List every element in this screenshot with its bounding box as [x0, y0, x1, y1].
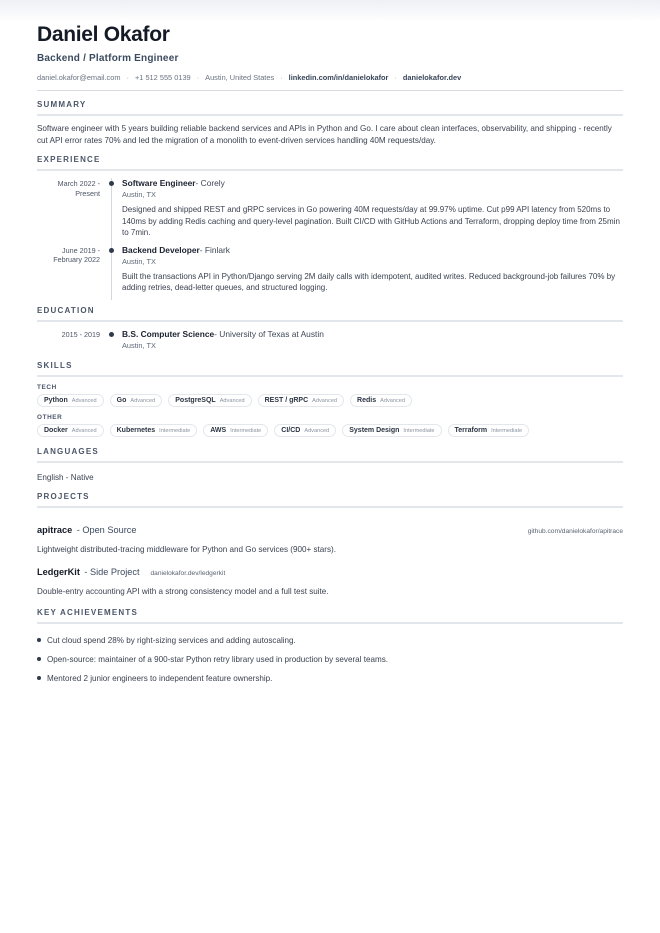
achievement-text: Cut cloud spend 28% by right-sizing services and adding autoscaling.: [47, 635, 296, 645]
job-description: Designed and shipped REST and gRPC services in Go powering 40M requests/day at 99.97% uptime. Cut p99 API latency from 520ms to 140ms by adding Redis caching and query-level pagination. Built CI/CD with GitHub Actions and Terraform, dropping deploy time from 25min to 7min.: [122, 205, 620, 238]
summary-text: Software engineer with 5 years building reliable backend services and APIs in Python and Go. I care about clean interfaces, observability, and shipping - recently cut API error rates 70% and led the migration of a monolith to event-driven services handling 40M requests/day.: [37, 124, 612, 145]
contact-linkedin-link[interactable]: linkedin.com/in/danielokafor: [288, 73, 389, 82]
candidate-role: Backend / Platform Engineer: [37, 53, 179, 64]
skill-level: Intermediate: [230, 427, 262, 434]
skill-chip: [37, 394, 104, 407]
achievement-item: [37, 631, 623, 650]
section-title-experience: EXPERIENCE: [37, 155, 101, 164]
skill-group-label: TECH: [37, 383, 57, 391]
projects-section: [37, 492, 623, 596]
section-divider: [37, 169, 623, 171]
job-title: Software Engineer: [122, 178, 196, 188]
skill-name: REST / gRPC: [264, 396, 309, 404]
skill-name: System Design: [349, 426, 400, 434]
education-location: Austin, TX: [122, 340, 156, 350]
section-divider: [37, 320, 623, 322]
contact-separator: ·: [196, 73, 200, 82]
candidate-name: Daniel Okafor: [37, 23, 170, 46]
skill-group-label: OTHER: [37, 413, 63, 421]
skill-level: Intermediate: [491, 427, 523, 434]
bullet-icon: [37, 676, 41, 680]
timeline-rail: [100, 245, 122, 300]
timeline-rail: [100, 329, 122, 352]
bullet-icon: [37, 638, 41, 642]
skill-chip: [168, 394, 251, 407]
languages-section: [37, 447, 623, 482]
skill-level: Advanced: [219, 397, 245, 404]
project-link[interactable]: danielokafor.dev/ledgerkit: [150, 569, 226, 577]
skill-chip-list: [37, 424, 623, 437]
skill-chip: [274, 424, 336, 437]
header-divider: [37, 90, 623, 91]
timeline-line: [111, 178, 112, 245]
job-company: - Finlark: [199, 244, 230, 255]
education-body: [122, 329, 623, 352]
skill-level: Intermediate: [159, 427, 191, 434]
contact-line: [37, 73, 623, 82]
section-divider: [37, 375, 623, 377]
job-company: - Corely: [195, 178, 225, 188]
project-heading: [37, 562, 623, 580]
date-start: March 2022 -: [57, 179, 100, 188]
contact-phone[interactable]: +1 512 555 0139: [134, 73, 191, 82]
skill-level: Advanced: [130, 397, 156, 404]
skill-chip: [37, 424, 104, 437]
bullet-icon: [37, 657, 41, 661]
summary-section: [37, 100, 623, 146]
project-kind: - Open Source: [76, 524, 137, 535]
timeline-dot-icon: [109, 332, 114, 337]
experience-item: [37, 245, 623, 300]
section-title-summary: SUMMARY: [37, 100, 87, 109]
section-title-projects: PROJECTS: [37, 491, 90, 501]
skill-name: Kubernetes: [116, 426, 156, 434]
section-divider: [37, 622, 623, 624]
education-school: - University of Texas at Austin: [214, 328, 324, 339]
skill-name: Python: [44, 396, 68, 404]
project-description: Lightweight distributed-tracing middleware for Python and Go services (900+ stars).: [37, 544, 336, 554]
achievement-list: [37, 631, 623, 688]
timeline-line: [111, 245, 112, 300]
resume-page: [37, 22, 623, 688]
education-heading: [122, 329, 623, 339]
project-link[interactable]: github.com/danielokafor/apitrace: [527, 527, 623, 535]
skill-level: Advanced: [71, 427, 97, 434]
section-divider: [37, 114, 623, 116]
job-heading: [122, 245, 623, 255]
skills-section: [37, 361, 623, 437]
education-degree: B.S. Computer Science: [122, 328, 215, 339]
contact-separator: ·: [280, 73, 283, 82]
section-title-achievements: KEY ACHIEVEMENTS: [37, 607, 138, 617]
contact-separator: ·: [394, 73, 397, 82]
project-name: LedgerKit: [37, 566, 80, 577]
experience-timeline: [37, 178, 623, 300]
skill-level: Advanced: [71, 397, 97, 404]
timeline-rail: [100, 178, 122, 245]
job-title: Backend Developer: [122, 244, 200, 255]
section-divider: [37, 461, 623, 463]
achievement-item: [37, 650, 623, 669]
education-dates: 2015 - 2019: [61, 329, 100, 339]
education-timeline: [37, 329, 623, 352]
date-end: February 2022: [53, 255, 100, 265]
skill-name: Terraform: [454, 426, 488, 434]
contact-email[interactable]: daniel.okafor@email.com: [37, 73, 121, 82]
section-title-skills: SKILLS: [37, 360, 73, 370]
job-location: Austin, TX: [122, 190, 156, 199]
project-kind: - Side Project: [84, 566, 140, 577]
section-title-languages: LANGUAGES: [37, 446, 99, 456]
experience-item: [37, 178, 623, 245]
experience-dates: [37, 178, 100, 245]
contact-website-link[interactable]: danielokafor.dev: [402, 73, 462, 82]
education-item: [37, 329, 623, 352]
skill-level: Advanced: [312, 397, 338, 404]
job-heading: [122, 178, 623, 188]
skill-chip: [258, 394, 344, 407]
experience-section: [37, 155, 623, 300]
job-location: Austin, TX: [122, 256, 156, 266]
achievement-text: Open-source: maintainer of a 900-star Python retry library used in production by several teams.: [47, 654, 389, 664]
date-end: Present: [75, 188, 100, 198]
skill-name: Docker: [44, 426, 68, 434]
skill-chip: [448, 424, 530, 437]
achievement-item: [37, 669, 623, 688]
project-heading: [37, 520, 623, 538]
skill-name: CI/CD: [281, 426, 301, 434]
skill-name: PostgreSQL: [175, 396, 216, 404]
skill-chip: [110, 424, 198, 437]
skill-chip: [350, 394, 412, 407]
education-section: [37, 306, 623, 352]
project-description: Double-entry accounting API with a strong consistency model and a full test suite.: [37, 586, 329, 596]
skill-chip: [203, 424, 268, 437]
language-entry: English - Native: [37, 472, 94, 482]
project-name: apitrace: [37, 524, 73, 535]
contact-separator: ·: [126, 73, 129, 82]
skill-level: Advanced: [304, 427, 330, 434]
section-title-education: EDUCATION: [37, 305, 95, 315]
experience-body: [122, 245, 623, 300]
experience-body: [122, 178, 623, 245]
achievement-text: Mentored 2 junior engineers to independent feature ownership.: [47, 673, 273, 683]
skill-name: Go: [116, 396, 127, 404]
timeline-dot-icon: [109, 248, 114, 253]
job-description: Built the transactions API in Python/Django serving 2M daily calls with idempotent, audited writes. Reduced background-job failures 70% by adding retries, dead-letter queues, and structured logging.: [122, 271, 616, 293]
skill-chip-list: [37, 394, 623, 407]
skill-level: Advanced: [380, 397, 405, 404]
achievements-section: [37, 608, 623, 688]
skill-name: AWS: [210, 426, 227, 434]
skill-level: Intermediate: [403, 427, 435, 434]
page-top-shade: [0, 0, 660, 22]
contact-location: Austin, United States: [205, 73, 275, 82]
skill-name: Redis: [357, 396, 377, 404]
skill-chip: [110, 394, 163, 407]
experience-dates: [37, 245, 100, 300]
date-start: June 2019 -: [62, 245, 100, 255]
section-divider: [37, 506, 623, 508]
skill-chip: [342, 424, 441, 437]
timeline-dot-icon: [109, 181, 114, 186]
